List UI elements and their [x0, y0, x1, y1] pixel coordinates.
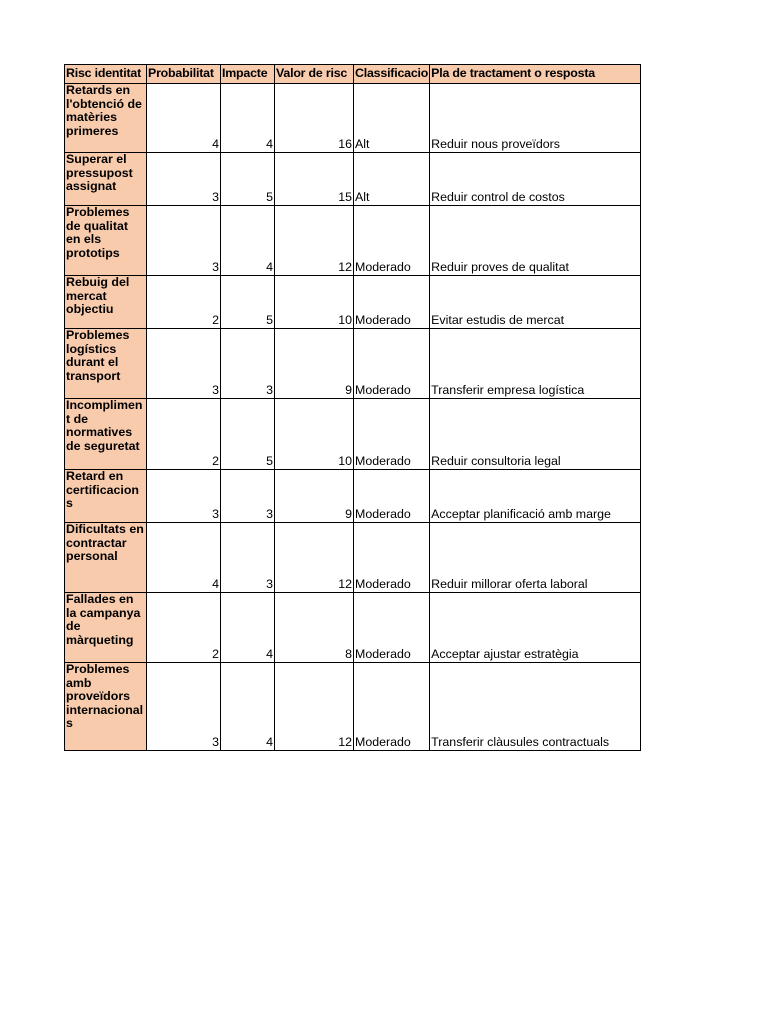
impact-cell: 3 [221, 329, 275, 399]
classification-cell: Moderado [354, 593, 430, 663]
risk-value-cell: 12 [275, 206, 354, 276]
classification-cell: Moderado [354, 399, 430, 470]
risk-value-cell: 10 [275, 276, 354, 329]
risk-cell: Retard en certificacions [65, 470, 147, 523]
table-row [65, 523, 641, 593]
table-row [65, 153, 641, 206]
treatment-plan-cell: Reduir proves de qualitat [430, 206, 641, 276]
probability-cell: 4 [147, 84, 221, 153]
risk-cell: Dificultats en contractar personal [65, 523, 147, 593]
impact-cell: 4 [221, 663, 275, 751]
risk-cell: Retards en l'obtenció de matèries primeres [65, 84, 147, 153]
impact-cell: 5 [221, 399, 275, 470]
treatment-plan-cell: Reduir nous proveïdors [430, 84, 641, 153]
classification-cell: Moderado [354, 663, 430, 751]
impact-cell: 4 [221, 84, 275, 153]
table-row [65, 593, 641, 663]
header-impact: Impacte [221, 65, 275, 84]
risk-table [64, 64, 641, 751]
probability-cell: 3 [147, 663, 221, 751]
probability-cell: 2 [147, 276, 221, 329]
probability-cell: 3 [147, 329, 221, 399]
risk-cell: Incompliment de normatives de seguretat [65, 399, 147, 470]
risk-value-cell: 16 [275, 84, 354, 153]
probability-cell: 3 [147, 206, 221, 276]
impact-cell: 5 [221, 276, 275, 329]
table-row [65, 276, 641, 329]
risk-value-cell: 9 [275, 329, 354, 399]
treatment-plan-cell: Evitar estudis de mercat [430, 276, 641, 329]
classification-cell: Moderado [354, 276, 430, 329]
header-treatment-plan: Pla de tractament o resposta [430, 65, 641, 84]
risk-value-cell: 12 [275, 663, 354, 751]
probability-cell: 4 [147, 523, 221, 593]
header-risk-value: Valor de risc [275, 65, 354, 84]
risk-cell: Fallades en la campanya de màrqueting [65, 593, 147, 663]
treatment-plan-cell: Reduir millorar oferta laboral [430, 523, 641, 593]
risk-cell: Problemes amb proveïdors internacionals [65, 663, 147, 751]
impact-cell: 4 [221, 206, 275, 276]
risk-cell: Superar el pressupost assignat [65, 153, 147, 206]
classification-cell: Alt [354, 84, 430, 153]
impact-cell: 3 [221, 470, 275, 523]
risk-cell: Rebuig del mercat objectiu [65, 276, 147, 329]
table-row [65, 663, 641, 751]
table-row [65, 399, 641, 470]
probability-cell: 2 [147, 593, 221, 663]
classification-cell: Moderado [354, 206, 430, 276]
risk-cell: Problemes de qualitat en els prototips [65, 206, 147, 276]
treatment-plan-cell: Transferir clàusules contractuals [430, 663, 641, 751]
treatment-plan-cell: Acceptar ajustar estratègia [430, 593, 641, 663]
header-risk: Risc identitat [65, 65, 147, 84]
risk-value-cell: 15 [275, 153, 354, 206]
risk-cell: Problemes logístics durant el transport [65, 329, 147, 399]
table-row [65, 329, 641, 399]
risk-value-cell: 10 [275, 399, 354, 470]
treatment-plan-cell: Transferir empresa logística [430, 329, 641, 399]
treatment-plan-cell: Reduir consultoria legal [430, 399, 641, 470]
probability-cell: 3 [147, 153, 221, 206]
table-row [65, 206, 641, 276]
treatment-plan-cell: Acceptar planificació amb marge [430, 470, 641, 523]
classification-cell: Moderado [354, 523, 430, 593]
probability-cell: 2 [147, 399, 221, 470]
impact-cell: 5 [221, 153, 275, 206]
header-row [65, 65, 641, 84]
impact-cell: 3 [221, 523, 275, 593]
impact-cell: 4 [221, 593, 275, 663]
table-row [65, 84, 641, 153]
header-classification: Classificacio [354, 65, 430, 84]
risk-value-cell: 12 [275, 523, 354, 593]
table-row [65, 470, 641, 523]
risk-value-cell: 9 [275, 470, 354, 523]
probability-cell: 3 [147, 470, 221, 523]
classification-cell: Moderado [354, 329, 430, 399]
classification-cell: Alt [354, 153, 430, 206]
header-probability: Probabilitat [147, 65, 221, 84]
classification-cell: Moderado [354, 470, 430, 523]
treatment-plan-cell: Reduir control de costos [430, 153, 641, 206]
risk-value-cell: 8 [275, 593, 354, 663]
